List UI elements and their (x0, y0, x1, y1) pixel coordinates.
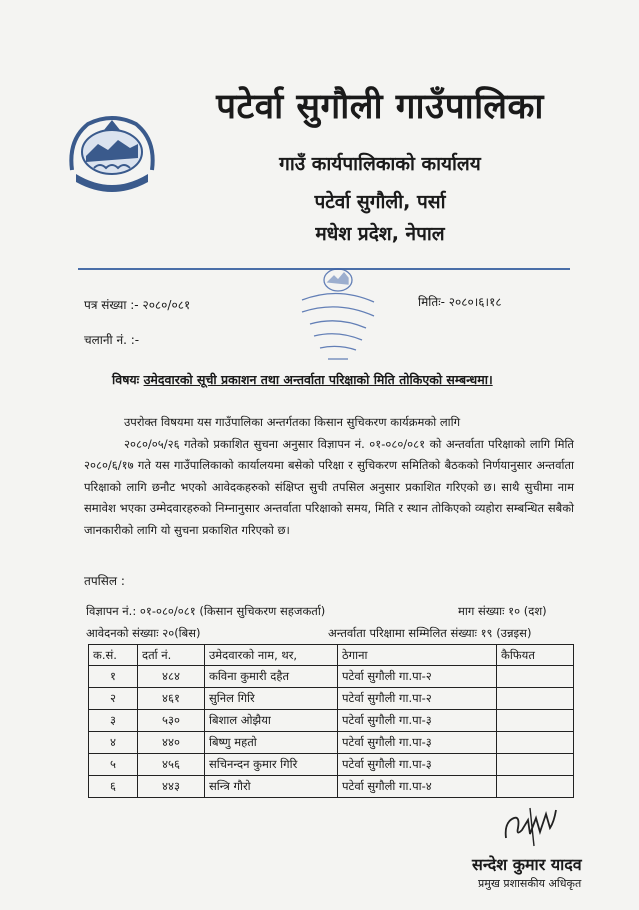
cell-name: सन्त्रि गौरो (205, 776, 338, 798)
tapasil-label: तपसिल : (84, 574, 125, 588)
avedan-sankhya: आवेदनको संख्याः २०(बिस) (86, 626, 201, 640)
cell-sn: १ (89, 666, 138, 688)
cell-address: पटेर्वा सुगौली गा.पा-३ (338, 754, 497, 776)
cell-remarks (497, 776, 574, 798)
government-emblem-icon (64, 110, 160, 196)
table-row (89, 732, 574, 754)
cell-sn: ६ (89, 776, 138, 798)
table-row (89, 754, 574, 776)
cell-name: सचिनन्दन कुमार गिरि (205, 754, 338, 776)
cell-address: पटेर्वा सुगौली गा.पा-३ (338, 732, 497, 754)
handwritten-signature (500, 800, 560, 852)
cell-darta: ४५६ (138, 754, 205, 776)
table-row (89, 776, 574, 798)
cell-remarks (497, 666, 574, 688)
cell-remarks (497, 688, 574, 710)
header-address: ठेगाना (338, 645, 497, 666)
table-header-row (89, 645, 574, 666)
cell-address: पटेर्वा सुगौली गा.पा-२ (338, 666, 497, 688)
body-paragraph-2: २०८०/०५/२६ गतेको प्रकाशित सुचना अनुसार विज्ञापन नं. ०१-०८०/०८१ को अन्तर्वाता परिक्षाको लागि मिति २०८०/६/१७ गते यस गाउँपालिकाको कार्यालयमा बसेको परिक्षा र सुचिकरण समितिको बैठकको निर्णयानुसार अन्तर्वाता परिक्षाको लागि छनौट भएको आवेदकहरुको संक्षिप्त सुची तपसिल अनुसार प्रकाशित गरिएको छ। साथै सुचीमा नाम समावेश भएका उम्मेदवारहरुको निम्नानुसार अन्तर्वाता परिक्षाको समय, मिति र स्थान तोकिएको व्यहोरा सम्बन्धित सबैको जानकारीको लागि यो सुचना प्रकाशित गरिएको छ। (84, 436, 574, 537)
subject-text: उमेदवारको सूची प्रकाशन तथा अन्तर्वाता परिक्षाको मिति तोकिएको सम्बन्धमा। (143, 372, 493, 387)
cell-name: सुनिल गिरि (205, 688, 338, 710)
cell-sn: ४ (89, 732, 138, 754)
cell-remarks (497, 732, 574, 754)
subject-line (112, 371, 493, 388)
letter-date: मितिः- २०८०।६।१८ (418, 295, 502, 309)
subject-label: विषयः (112, 372, 140, 387)
cell-address: पटेर्वा सुगौली गा.पा-२ (338, 688, 497, 710)
office-location: पटेर्वा सुगौली, पर्सा (314, 191, 446, 213)
cell-name: कविना कुमारी दहैत (205, 666, 338, 688)
vigyapan-number: विज्ञापन नं.: ०१-०८०/०८१ (किसान सुचिकरण सहजकर्ता) (86, 604, 326, 618)
signatory-title: प्रमुख प्रशासकीय अधिकृत (478, 877, 582, 890)
cell-remarks (497, 710, 574, 732)
cell-address: पटेर्वा सुगौली गा.पा-४ (338, 776, 497, 798)
body-paragraph-1: उपरोक्त विषयमा यस गाउँपालिका अन्तर्गतका किसान सुचिकरण कार्यक्रमको लागि (124, 415, 461, 429)
cell-darta: ४४० (138, 732, 205, 754)
table-row (89, 666, 574, 688)
candidate-table (88, 644, 574, 798)
cell-remarks (497, 754, 574, 776)
cell-address: पटेर्वा सुगौली गा.पा-३ (338, 710, 497, 732)
office-stamp (294, 258, 382, 368)
cell-sn: २ (89, 688, 138, 710)
header-name: उमेदवारको नाम, थर, (205, 645, 338, 666)
cell-name: बिशाल ओझैया (205, 710, 338, 732)
cell-darta: ४८४ (138, 666, 205, 688)
header-remarks: कैफियत (497, 645, 574, 666)
cell-name: बिष्णु महतो (205, 732, 338, 754)
antarvarta-sankhya: अन्तर्वाता परिक्षामा सम्मिलित संख्याः १९ (उन्नइस) (328, 626, 532, 640)
cell-darta: ४४३ (138, 776, 205, 798)
cell-darta: ४६१ (138, 688, 205, 710)
cell-sn: ३ (89, 710, 138, 732)
header-darta: दर्ता नं. (138, 645, 205, 666)
office-name: गाउँ कार्यपालिकाको कार्यालय (279, 153, 481, 175)
table-row (89, 688, 574, 710)
patra-sankhya: पत्र संख्या :- २०८०/०८१ (84, 298, 191, 312)
mag-sankhya: माग संख्याः १० (दश) (458, 604, 547, 618)
province-name: मधेश प्रदेश, नेपाल (315, 223, 445, 245)
cell-sn: ५ (89, 754, 138, 776)
header-sn: क.सं. (89, 645, 138, 666)
letter-body (84, 412, 574, 541)
table-row (89, 710, 574, 732)
cell-darta: ५३० (138, 710, 205, 732)
signatory-name: सन्देश कुमार यादव (472, 855, 582, 874)
municipality-title: पटेर्वा सुगौली गाउँपालिका (216, 87, 544, 127)
chalani-number: चलानी नं. :- (84, 333, 140, 347)
